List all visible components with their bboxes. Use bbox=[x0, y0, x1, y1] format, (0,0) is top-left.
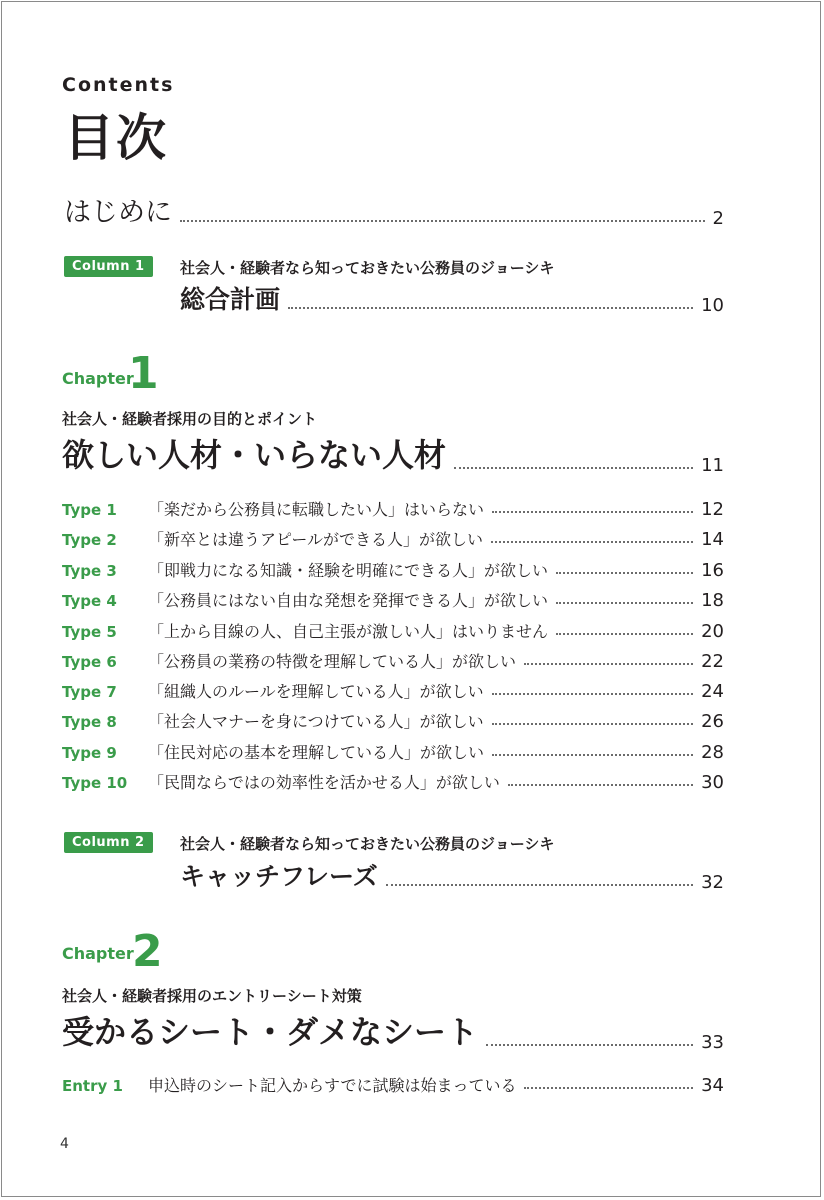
type-label: Type 10 bbox=[62, 774, 128, 792]
toc-entry-type[interactable] bbox=[62, 649, 724, 672]
toc-page-number: 26 bbox=[701, 711, 724, 732]
toc-page-number: 32 bbox=[701, 872, 724, 893]
toc-entry-chapter1[interactable] bbox=[62, 430, 724, 476]
toc-entry-column1[interactable] bbox=[180, 280, 724, 316]
toc-entry-chapter2[interactable] bbox=[62, 1007, 724, 1053]
chapter-subtitle: 社会人・経験者採用のエントリーシート対策 bbox=[62, 987, 362, 1005]
dotted-leader bbox=[508, 784, 693, 786]
toc-entry-type[interactable] bbox=[62, 527, 724, 550]
toc-page-number: 24 bbox=[701, 681, 724, 702]
dotted-leader bbox=[524, 663, 693, 665]
type-title: 「公務員の業務の特徴を理解している人」が欲しい bbox=[148, 652, 517, 671]
column-subtitle: 社会人・経験者なら知っておきたい公務員のジョーシキ bbox=[180, 835, 555, 853]
type-title: 「組織人のルールを理解している人」が欲しい bbox=[148, 682, 484, 701]
type-label: Type 6 bbox=[62, 653, 117, 671]
type-title: 「公務員にはない自由な発想を発揮できる人」が欲しい bbox=[148, 591, 549, 610]
toc-page-number: 20 bbox=[701, 621, 724, 642]
toc-entry-type[interactable] bbox=[62, 740, 724, 763]
toc-entry-column2[interactable] bbox=[180, 857, 724, 893]
column-title: キャッチフレーズ bbox=[180, 862, 378, 891]
toc-entry-type[interactable] bbox=[62, 558, 724, 581]
chapter-subtitle: 社会人・経験者採用の目的とポイント bbox=[62, 410, 318, 428]
toc-page-number: 18 bbox=[701, 590, 724, 611]
page-title: 目次 bbox=[64, 109, 168, 167]
toc-entry-type[interactable] bbox=[62, 709, 724, 732]
dotted-leader bbox=[288, 307, 693, 309]
chapter-number: 2 bbox=[132, 926, 163, 977]
type-label: Type 4 bbox=[62, 592, 117, 610]
dotted-leader bbox=[556, 572, 693, 574]
toc-page-number: 22 bbox=[701, 651, 724, 672]
type-label: Type 2 bbox=[62, 531, 117, 549]
toc-entry-intro[interactable] bbox=[64, 190, 724, 229]
dotted-leader bbox=[556, 602, 693, 604]
type-title: 「民間ならではの効率性を活かせる人」が欲しい bbox=[148, 773, 500, 792]
chapter-label: Chapter bbox=[62, 369, 134, 388]
column-subtitle: 社会人・経験者なら知っておきたい公務員のジョーシキ bbox=[180, 259, 555, 277]
dotted-leader bbox=[386, 884, 693, 886]
type-label: Type 7 bbox=[62, 683, 117, 701]
toc-page-number: 11 bbox=[701, 455, 724, 476]
page-number: 4 bbox=[60, 1136, 69, 1152]
toc-entry-label: はじめに bbox=[64, 197, 172, 228]
type-title: 「社会人マナーを身につけている人」が欲しい bbox=[148, 712, 484, 731]
toc-entry-type[interactable] bbox=[62, 497, 724, 520]
type-title: 「楽だから公務員に転職したい人」はいらない bbox=[148, 500, 485, 519]
type-title: 「上から目線の人、自己主張が激しい人」はいりません bbox=[148, 622, 549, 641]
toc-entry-type[interactable] bbox=[62, 679, 724, 702]
type-label: Type 9 bbox=[62, 744, 117, 762]
type-title: 「新卒とは違うアピールができる人」が欲しい bbox=[148, 530, 484, 549]
column-badge: Column 1 bbox=[64, 256, 153, 277]
type-label: Type 5 bbox=[62, 623, 117, 641]
type-title: 「即戦力になる知識・経験を明確にできる人」が欲しい bbox=[148, 561, 549, 580]
toc-page-number: 2 bbox=[712, 208, 724, 229]
toc-page-number: 34 bbox=[701, 1075, 724, 1096]
dotted-leader bbox=[556, 633, 693, 635]
dotted-leader bbox=[492, 511, 693, 513]
toc-page-number: 30 bbox=[701, 772, 724, 793]
toc-entry-type[interactable] bbox=[62, 619, 724, 642]
toc-page-number: 33 bbox=[701, 1032, 724, 1053]
dotted-leader bbox=[454, 467, 693, 469]
dotted-leader bbox=[492, 723, 693, 725]
toc-page-number: 14 bbox=[701, 529, 724, 550]
type-label: Type 1 bbox=[62, 501, 117, 519]
dotted-leader bbox=[486, 1044, 693, 1046]
chapter-label: Chapter bbox=[62, 944, 134, 963]
toc-page-number: 10 bbox=[701, 295, 724, 316]
toc-entry-entry[interactable] bbox=[62, 1073, 724, 1096]
entry-label: Entry 1 bbox=[62, 1077, 123, 1095]
dotted-leader bbox=[492, 754, 693, 756]
type-title: 「住民対応の基本を理解している人」が欲しい bbox=[148, 743, 485, 762]
dotted-leader bbox=[492, 693, 693, 695]
toc-page-number: 12 bbox=[701, 499, 724, 520]
dotted-leader bbox=[491, 541, 693, 543]
dotted-leader bbox=[180, 220, 705, 222]
toc-page-number: 28 bbox=[701, 742, 724, 763]
chapter-title: 欲しい人材・いらない人材 bbox=[62, 436, 447, 474]
chapter-title: 受かるシート・ダメなシート bbox=[62, 1013, 479, 1051]
column-title: 総合計画 bbox=[180, 285, 281, 314]
type-label: Type 8 bbox=[62, 713, 117, 731]
contents-label: Contents bbox=[62, 74, 175, 96]
entry-title: 申込時のシート記入からすでに試験は始まっている bbox=[148, 1076, 517, 1095]
column-badge: Column 2 bbox=[64, 832, 153, 853]
toc-entry-type[interactable] bbox=[62, 770, 724, 793]
dotted-leader bbox=[524, 1087, 693, 1089]
toc-entry-type[interactable] bbox=[62, 588, 724, 611]
type-label: Type 3 bbox=[62, 562, 117, 580]
toc-page-number: 16 bbox=[701, 560, 724, 581]
chapter-number: 1 bbox=[128, 348, 159, 399]
